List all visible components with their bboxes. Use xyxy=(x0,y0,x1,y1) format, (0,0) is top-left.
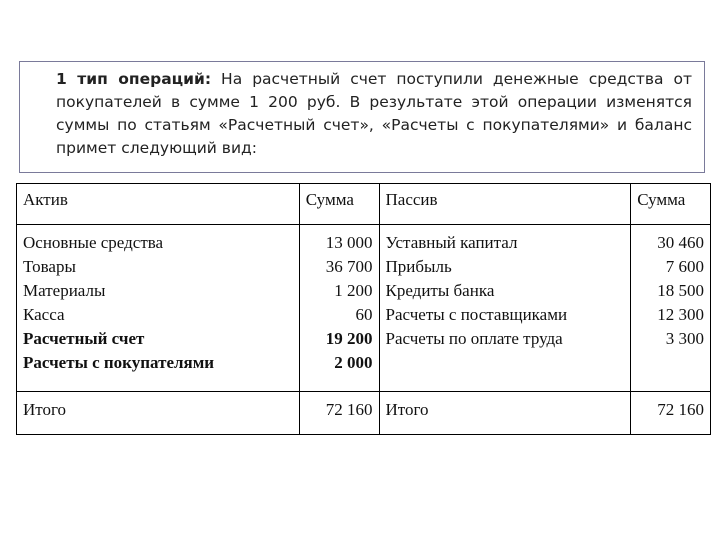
balance-table xyxy=(16,183,711,435)
operation-type-label: 1 тип операций: xyxy=(56,70,212,88)
operation-description xyxy=(19,61,705,173)
header-summa-passiv: Сумма xyxy=(631,184,711,225)
total-passiv-value: 72 160 xyxy=(631,392,711,435)
header-summa-aktiv: Сумма xyxy=(299,184,379,225)
aktiv-item-label: Товары xyxy=(23,257,76,276)
aktiv-item-label: Основные средства xyxy=(23,233,164,252)
table-body-row xyxy=(17,225,711,392)
aktiv-item-value: 2 000 xyxy=(334,353,373,372)
aktiv-item-label: Касса xyxy=(23,305,65,324)
table-header-row xyxy=(17,184,711,225)
aktiv-item-label: Расчеты с покупателями xyxy=(23,353,215,372)
total-aktiv-label: Итого xyxy=(17,392,300,435)
aktiv-item-label: Материалы xyxy=(23,281,106,300)
total-passiv-label: Итого xyxy=(379,392,631,435)
header-aktiv: Актив xyxy=(17,184,300,225)
passiv-item-label: Прибыль xyxy=(385,257,452,276)
passiv-item-label: Уставный капитал xyxy=(385,233,518,252)
aktiv-item-value: 19 200 xyxy=(325,329,373,348)
passiv-item-value: 12 300 xyxy=(657,305,704,324)
operation-text: На расчетный счет поступили денежные средства от покупателей в сумме 1 200 руб. В результате этой операции изменятся суммы по статьям «Расчетный счет», «Расчеты с покупателями» и баланс примет следующий вид: xyxy=(56,70,692,157)
passiv-item-label: Расчеты по оплате труда xyxy=(385,329,563,348)
aktiv-labels xyxy=(17,225,300,392)
passiv-item-label: Расчеты с поставщиками xyxy=(385,305,568,324)
aktiv-values xyxy=(299,225,379,392)
aktiv-item-value: 60 xyxy=(355,305,373,324)
passiv-values xyxy=(631,225,711,392)
table-total-row xyxy=(17,392,711,435)
passiv-item-value: 7 600 xyxy=(665,257,704,276)
header-passiv: Пассив xyxy=(379,184,631,225)
passiv-item-label: Кредиты банка xyxy=(385,281,495,300)
aktiv-item-label: Расчетный счет xyxy=(23,329,145,348)
passiv-item-value: 30 460 xyxy=(657,233,704,252)
passiv-labels xyxy=(379,225,631,392)
passiv-item-value: 3 300 xyxy=(665,329,704,348)
aktiv-item-value: 1 200 xyxy=(334,281,373,300)
aktiv-item-value: 13 000 xyxy=(325,233,373,252)
total-aktiv-value: 72 160 xyxy=(299,392,379,435)
passiv-item-value: 18 500 xyxy=(657,281,704,300)
aktiv-item-value: 36 700 xyxy=(325,257,373,276)
